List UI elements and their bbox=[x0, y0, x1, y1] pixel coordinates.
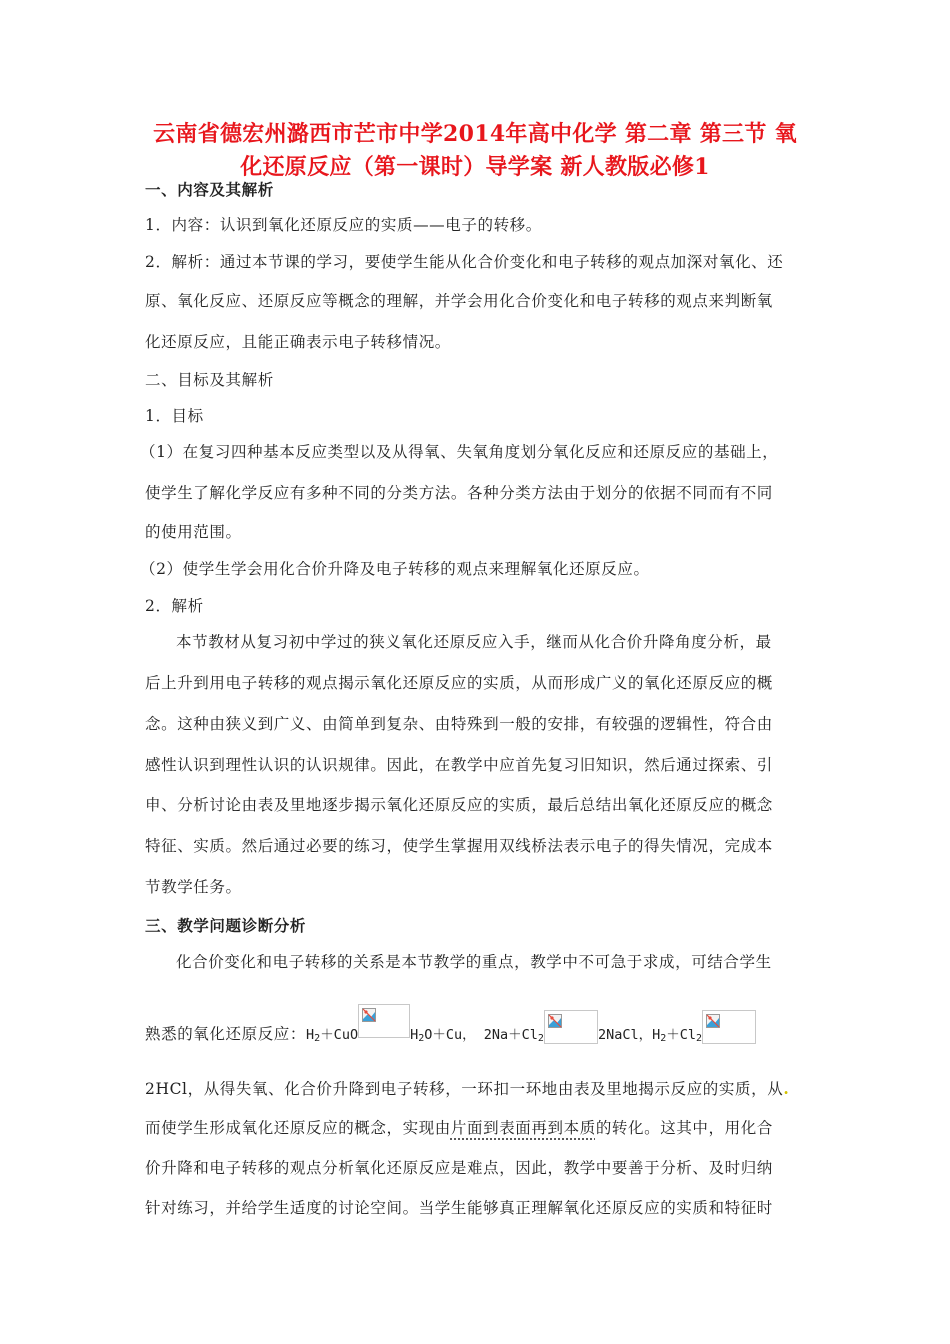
title-line-2: 化还原反应（第一课时）导学案 新人教版必修1 bbox=[240, 154, 710, 180]
title-line-1: 云南省德宏州潞西市芒市中学2014年高中化学 第二章 第三节 氧 bbox=[153, 121, 797, 147]
analysis-line-3: 化还原反应，且能正确表示电子转移情况。 bbox=[145, 333, 451, 351]
section-3-line-6: 针对练习，并给学生适度的讨论空间。当学生能够真正理解氧化还原反应的实质和特征时 bbox=[145, 1199, 773, 1217]
goal-1-line-1: （1）在复习四种基本反应类型以及从得氧、失氧角度划分氧化反应和还原反应的基础上， bbox=[140, 443, 779, 461]
analysis-para-line-3: 念。这种由狭义到广义、由简单到复杂、由特殊到一般的安排，有较强的逻辑性，符合由 bbox=[145, 715, 773, 733]
analysis-heading: 2．解析 bbox=[145, 597, 204, 615]
section-3-heading: 三、教学问题诊断分析 bbox=[145, 916, 307, 935]
analysis-para-line-6: 特征、实质。然后通过必要的练习，使学生掌握用双线桥法表示电子的得失情况，完成本 bbox=[145, 837, 773, 855]
goal-heading: 1．目标 bbox=[145, 407, 204, 425]
equation-1-right: $H_2O+Cu$， $2Na+Cl_2$ bbox=[410, 1027, 544, 1044]
section-3-line-4-a: 而使学生形成氧化还原反应的概念，实现由 bbox=[145, 1119, 451, 1137]
analysis-para-line-7: 节教学任务。 bbox=[145, 878, 242, 896]
goal-2: （2）使学生学会用化合价升降及电子转移的观点来理解氧化还原反应。 bbox=[140, 560, 650, 578]
section-3-line-3-text: 2HCl，从得失氧、化合价升降到电子转移，一环扣一环地由表及里地揭示反应的实质，从 bbox=[145, 1080, 784, 1098]
analysis-line-2: 原、氧化反应、还原反应等概念的理解，并学会用化合价变化和电子转移的观点来判断氧 bbox=[145, 292, 773, 310]
goal-1-line-2: 使学生了解化学反应有多种不同的分类方法。各种分类方法由于划分的依据不同而有不同 bbox=[145, 484, 773, 502]
section-1-heading: 一、内容及其解析 bbox=[145, 180, 274, 199]
broken-image-icon bbox=[702, 1010, 756, 1044]
equations-line bbox=[145, 1002, 756, 1044]
equations-intro: 熟悉的氧化还原反应： bbox=[145, 1025, 307, 1043]
section-2-heading: 二、目标及其解析 bbox=[145, 371, 274, 389]
analysis-para-line-1: 本节教材从复习初中学过的狭义氧化还原反应入手，继而从化合价升降角度分析，最 bbox=[176, 633, 772, 651]
section-3-line-4-c: 的转化。这其中，用化合 bbox=[595, 1119, 773, 1137]
analysis-line-1: 2．解析：通过本节课的学习，要使学生能从化合价变化和电子转移的观点加深对氧化、还 bbox=[145, 253, 784, 271]
emphasized-text: 片面到表面再到本质 bbox=[450, 1119, 596, 1137]
broken-image-icon bbox=[544, 1010, 598, 1044]
goal-1-line-3: 的使用范围。 bbox=[145, 523, 242, 541]
highlight-dot: . bbox=[783, 1079, 790, 1098]
document-title bbox=[140, 118, 810, 184]
equation-1-left: $H_2+CuO$ bbox=[306, 1027, 359, 1044]
section-3-line-5: 价升降和电子转移的观点分析氧化还原反应是难点，因此，教学中要善于分析、及时归纳 bbox=[145, 1159, 773, 1177]
analysis-para-line-4: 感性认识到理性认识的认识规律。因此，在教学中应首先复习旧知识，然后通过探索、引 bbox=[145, 756, 773, 774]
content-paragraph: 1．内容：认识到氧化还原反应的实质——电子的转移。 bbox=[145, 216, 542, 234]
broken-image-icon bbox=[358, 1004, 410, 1038]
analysis-para-line-5: 申、分析讨论由表及里地逐步揭示氧化还原反应的实质，最后总结出氧化还原反应的概念 bbox=[145, 796, 773, 814]
section-3-line-1: 化合价变化和电子转移的关系是本节教学的重点，教学中不可急于求成，可结合学生 bbox=[176, 953, 772, 971]
section-3-line-4 bbox=[145, 1116, 773, 1138]
analysis-para-line-2: 后上升到用电子转移的观点揭示氧化还原反应的实质，从而形成广义的氧化还原反应的概 bbox=[145, 674, 773, 692]
section-3-line-3 bbox=[145, 1077, 789, 1099]
equation-2-right: 2NaCl，$H_2+Cl_2$ bbox=[597, 1027, 703, 1044]
